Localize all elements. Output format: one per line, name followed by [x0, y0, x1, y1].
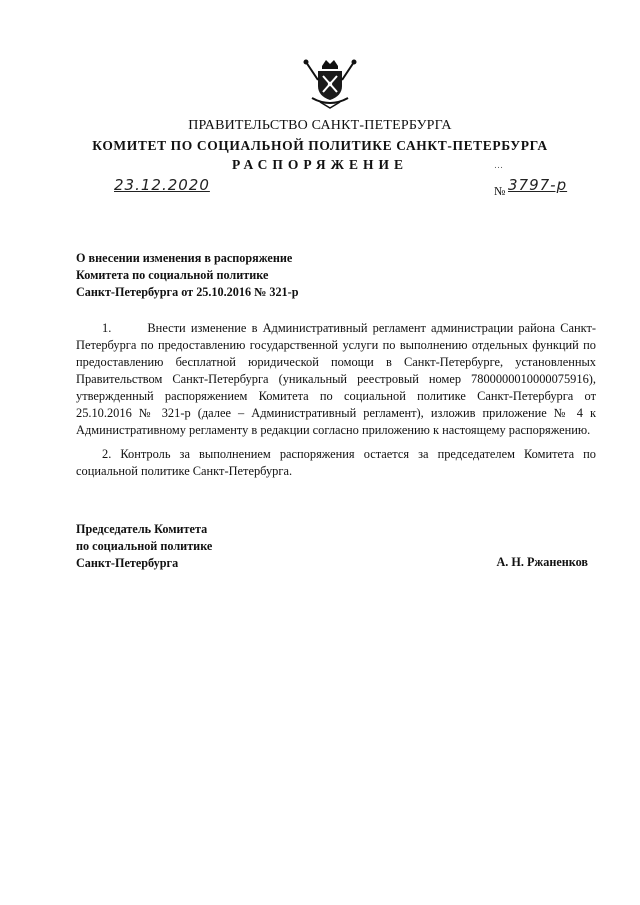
signature-line: Председатель Комитета [76, 522, 208, 536]
paragraph-2: 2. Контроль за выполнением распоряжения остается за председателем Комитета по социальной политике Санкт-Петербурга. [76, 447, 596, 478]
government-title: ПРАВИТЕЛЬСТВО САНКТ-ПЕТЕРБУРГА [188, 118, 452, 133]
document-date: 23.12.2020 [114, 176, 210, 194]
subject-line: Комитета по социальной политике [76, 268, 269, 282]
subject-line: О внесении изменения в распоряжение [76, 251, 293, 265]
coat-of-arms-icon [298, 58, 362, 110]
document-subject [76, 250, 299, 301]
decorative-dots: … [494, 160, 503, 170]
paragraph-1: 1. Внести изменение в Административный регламент администрации района Санкт-Петербурга по предоставлению государственной услуги по выполнению отдельных функций по предоставлению бесплатной юридической помощи в Санкт-Петербурге, установленных Правительством Санкт-Петербурга (уникальный реестровый номер 7800000010000075916), утвержденный распоряжением Комитета по социальной политике Санкт-Петербурга от 25.10.2016 № 321-р (далее – Административный регламент), изложив приложение № 4 к Административному регламенту в редакции согласно приложению к настоящему распоряжению. [76, 321, 596, 437]
signature-block [76, 521, 212, 572]
document-type: РАСПОРЯЖЕНИЕ [231, 157, 409, 172]
subject-line: Санкт-Петербурга от 25.10.2016 № 321-р [76, 285, 299, 299]
number-label: № [494, 184, 506, 198]
document-number: 3797-р [508, 176, 568, 194]
committee-title: КОМИТЕТ ПО СОЦИАЛЬНОЙ ПОЛИТИКЕ САНКТ-ПЕТЕРБУРГА [92, 138, 548, 153]
signature-line: по социальной политике [76, 539, 213, 553]
signature-line: Санкт-Петербурга [76, 556, 179, 570]
signatory-name: А. Н. Ржаненков [496, 555, 588, 569]
